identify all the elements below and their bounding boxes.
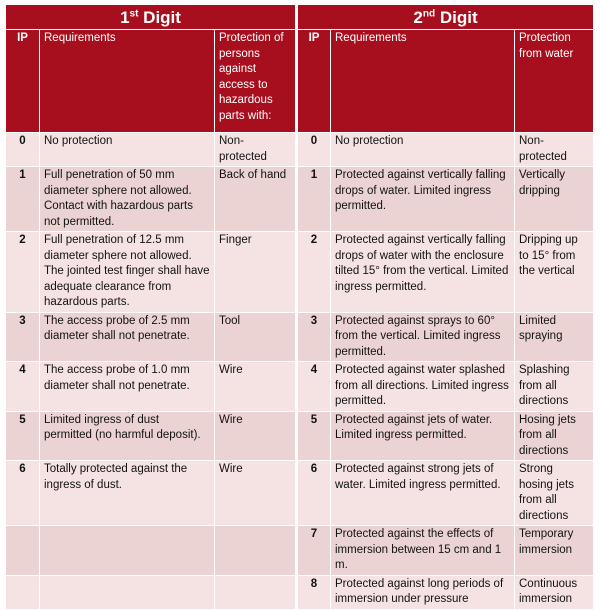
ip1-cell: 5	[6, 411, 40, 461]
digit-header-row	[6, 5, 594, 30]
ip1-cell	[6, 575, 40, 609]
req1-cell: The access probe of 1.0 mm diameter shall not penetrate.	[40, 362, 215, 412]
req2-cell: No protection	[331, 133, 515, 167]
col-protection-water: Protection from water	[515, 30, 594, 133]
col-protection-persons: Protection of persons against access to hazardous parts with:	[215, 30, 297, 133]
req2-cell: Protected against jets of water. Limited ingress permitted.	[331, 411, 515, 461]
col-ip-1: IP	[6, 30, 40, 133]
prot2-cell: Vertically dripping	[515, 167, 594, 232]
ip1-cell: 3	[6, 312, 40, 362]
table-row	[6, 411, 594, 461]
req1-cell: Full penetration of 12.5 mm diameter sphere not allowed. The jointed test finger shall have adequate clearance from hazardous parts.	[40, 232, 215, 313]
prot2-cell: Dripping up to 15° from the vertical	[515, 232, 594, 313]
prot1-cell	[215, 526, 297, 576]
ip2-cell: 2	[297, 232, 331, 313]
table-row	[6, 312, 594, 362]
table-row	[6, 526, 594, 576]
req2-cell: Protected against vertically falling drops of water with the enclosure tilted 15° from the vertical. Limited ingress permitted.	[331, 232, 515, 313]
req1-cell: The access probe of 2.5 mm diameter shall not penetrate.	[40, 312, 215, 362]
ip2-cell: 7	[297, 526, 331, 576]
prot1-cell: Tool	[215, 312, 297, 362]
ip2-cell: 5	[297, 411, 331, 461]
req1-cell: Totally protected against the ingress of dust.	[40, 461, 215, 526]
table-row	[6, 232, 594, 313]
prot2-cell: Hosing jets from all directions	[515, 411, 594, 461]
req1-cell: Limited ingress of dust permitted (no harmful deposit).	[40, 411, 215, 461]
ip1-cell: 0	[6, 133, 40, 167]
ip2-cell: 8	[297, 575, 331, 609]
prot1-cell: Wire	[215, 461, 297, 526]
table-row	[6, 167, 594, 232]
req2-cell: Protected against vertically falling drops of water. Limited ingress permitted.	[331, 167, 515, 232]
req1-cell: Full penetration of 50 mm diameter sphere not allowed. Contact with hazardous parts not permitted.	[40, 167, 215, 232]
col-requirements-2: Requirements	[331, 30, 515, 133]
ip2-cell: 4	[297, 362, 331, 412]
ip-rating-table	[5, 4, 594, 610]
prot2-cell: Non-protected	[515, 133, 594, 167]
req2-cell: Protected against strong jets of water. Limited ingress permitted.	[331, 461, 515, 526]
prot1-cell: Finger	[215, 232, 297, 313]
table-row	[6, 133, 594, 167]
req1-cell	[40, 575, 215, 609]
prot2-cell: Continuous immersion	[515, 575, 594, 609]
col-requirements-1: Requirements	[40, 30, 215, 133]
req1-cell: No protection	[40, 133, 215, 167]
table-row	[6, 362, 594, 412]
column-header-row	[6, 30, 594, 133]
ip2-cell: 0	[297, 133, 331, 167]
prot1-cell: Back of hand	[215, 167, 297, 232]
req2-cell: Protected against sprays to 60° from the vertical. Limited ingress permitted.	[331, 312, 515, 362]
req2-cell: Protected against the effects of immersion between 15 cm and 1 m.	[331, 526, 515, 576]
prot2-cell: Strong hosing jets from all directions	[515, 461, 594, 526]
table-row	[6, 575, 594, 609]
prot1-cell: Non-protected	[215, 133, 297, 167]
ip1-cell: 2	[6, 232, 40, 313]
prot1-cell: Wire	[215, 362, 297, 412]
prot2-cell: Splashing from all directions	[515, 362, 594, 412]
prot2-cell: Temporary immersion	[515, 526, 594, 576]
req1-cell	[40, 526, 215, 576]
ip2-cell: 6	[297, 461, 331, 526]
req2-cell: Protected against water splashed from all directions. Limited ingress permitted.	[331, 362, 515, 412]
ip1-cell: 4	[6, 362, 40, 412]
second-digit-heading: 2nd Digit	[297, 5, 594, 30]
prot2-cell: Limited spraying	[515, 312, 594, 362]
prot1-cell: Wire	[215, 411, 297, 461]
table-row	[6, 461, 594, 526]
ip1-cell	[6, 526, 40, 576]
req2-cell: Protected against long periods of immersion under pressure	[331, 575, 515, 609]
ip1-cell: 6	[6, 461, 40, 526]
ip2-cell: 3	[297, 312, 331, 362]
ip1-cell: 1	[6, 167, 40, 232]
first-digit-heading: 1st Digit	[6, 5, 297, 30]
ip2-cell: 1	[297, 167, 331, 232]
prot1-cell	[215, 575, 297, 609]
col-ip-2: IP	[297, 30, 331, 133]
